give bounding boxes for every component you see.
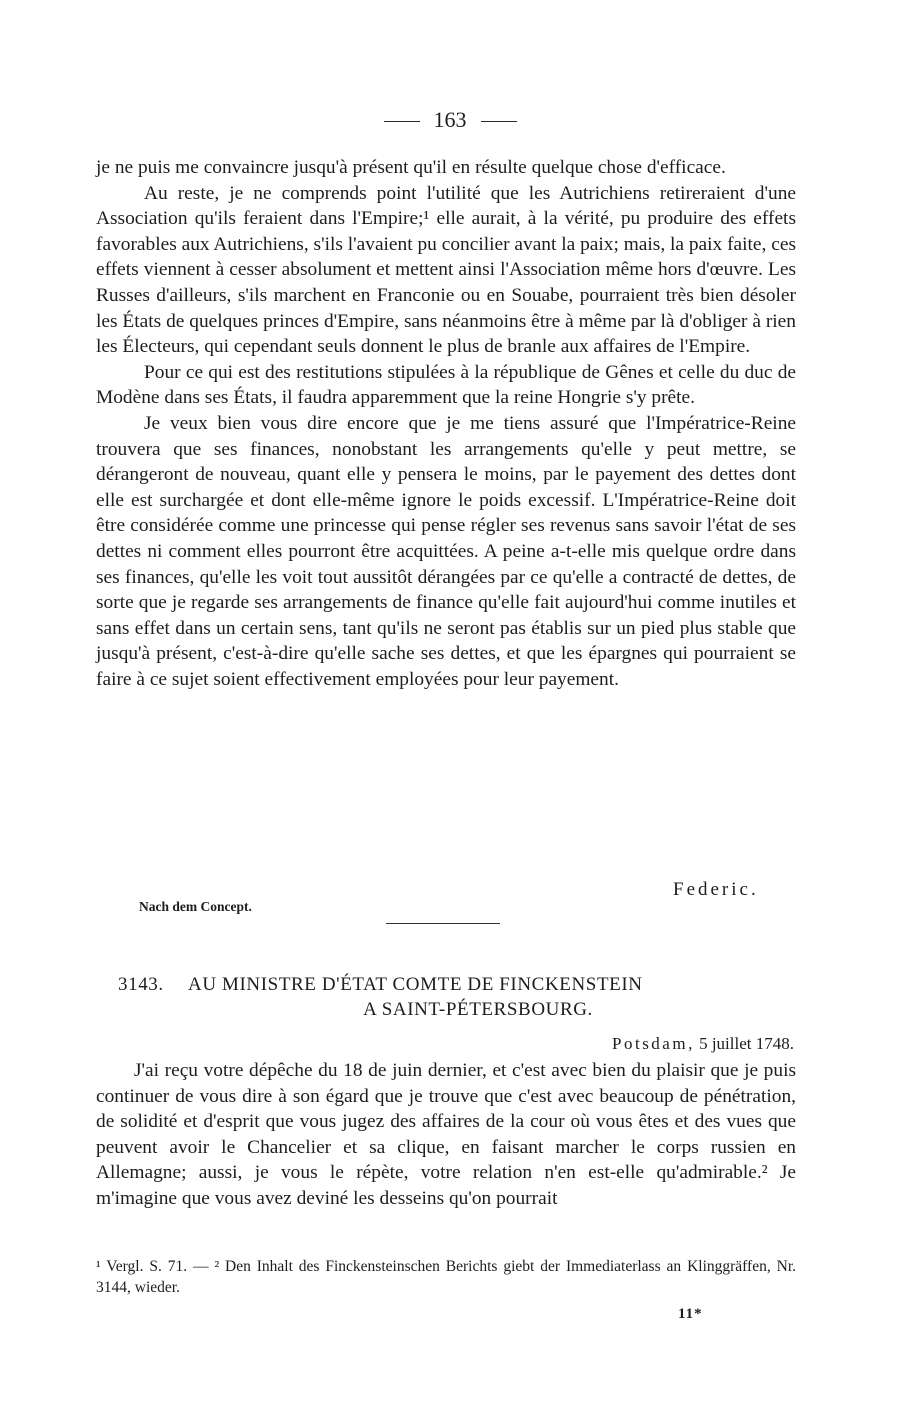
- paragraph: je ne puis me convaincre jusqu'à présent qu'il en résulte quelque chose d'efficace.: [96, 157, 726, 178]
- dateline-date: 5 juillet 1748.: [699, 1034, 794, 1053]
- header-dash-right: [481, 121, 517, 122]
- dateline-place: Potsdam,: [612, 1034, 695, 1053]
- paragraph: Pour ce qui est des restitutions stipulées à la république de Gênes et celle du duc de Modène dans ses États, il faudra apparemment que la reine Hongrie s'y prête.: [96, 361, 796, 409]
- letter-title-line1: AU MINISTRE D'ÉTAT COMTE DE FINCKENSTEIN: [188, 974, 643, 995]
- paragraph: Je veux bien vous dire encore que je me tiens assuré que l'Impératrice-Reine trouvera que ses finances, nonobstant les arrangements qu'elle y peut mettre, se dérangeront de nouveau, quant elle y pensera le moins, par le payement des dettes dont elle est surchargée et dont elle-même ignore le poids excessif. L'Impératrice-Reine doit être considérée comme une princesse qui pense régler ses revenus sans savoir l'état de ses dettes ni comment elles pourront être acquittées. A peine a-t-elle mis quelque ordre dans ses finances, qu'elle les voit tout aussitôt dérangées par ce qu'elle a contracté de dettes, de sorte que je regarde ses arrangements de finance qu'elle fait aujourd'hui comme inutiles et sans effet dans un certain sens, tant qu'ils ne seront pas établis sur un pied plus stable que jusqu'à présent, c'est-à-dire qu'elle sache ses dettes, et que les épargnes qui pourraient se faire à ce sujet soient effectivement employées pour leur payement.: [96, 412, 796, 690]
- header-dash-left: [384, 121, 420, 122]
- paragraph: J'ai reçu votre dépêche du 18 de juin dernier, et c'est avec bien du plaisir que je puis continuer de vous dire à son égard que je trouve que c'est avec beaucoup de pénétration, de solidité et d'esprit que vous jugez des affaires de la cour où vous êtes et des vues que peuvent avoir le Chancelier et sa clique, en faisant marcher le corps russien en Allemagne; aussi, je vous le répète, votre relation n'en est-elle qu'admirable.² Je m'imagine que vous avez deviné les desseins qu'on pourrait: [96, 1060, 796, 1209]
- sheet-signature-mark: 11*: [678, 1306, 703, 1322]
- continuation-text: [96, 155, 796, 692]
- page-number: 163: [433, 107, 467, 132]
- page-header: [0, 106, 900, 134]
- letter-heading: [118, 972, 798, 1022]
- letter-number: 3143.: [118, 974, 164, 995]
- letter-body: [96, 1058, 796, 1212]
- letter-title-line2: A SAINT-PÉTERSBOURG.: [363, 999, 593, 1020]
- footnotes: ¹ Vergl. S. 71. — ² Den Inhalt des Finckensteinschen Berichts giebt der Immediaterlass an Klinggräffen, Nr. 3144, wieder.: [96, 1258, 796, 1296]
- paragraph: Au reste, je ne comprends point l'utilité que les Autrichiens retireraient d'une Association qu'ils feraient dans l'Empire;¹ elle aurait, à la vérité, pu produire des effets favorables aux Autrichiens, s'ils l'avaient pu concilier avant la paix; mais, la paix faite, ces effets viennent à cesser absolument et mettent ainsi l'Association même hors d'œuvre. Les Russes d'ailleurs, s'ils marchent en Franconie ou en Souabe, pourraient très bien désoler les États de quelques princes d'Empire, sans néanmoins être à même par là d'obliger à rien les Électeurs, qui cependant seuls donnent le plus de branle aux affaires de l'Empire.: [96, 182, 796, 358]
- dateline: [520, 1034, 794, 1054]
- section-divider: [386, 923, 500, 924]
- signature: Federic.: [673, 879, 759, 900]
- source-note: Nach dem Concept.: [139, 899, 252, 914]
